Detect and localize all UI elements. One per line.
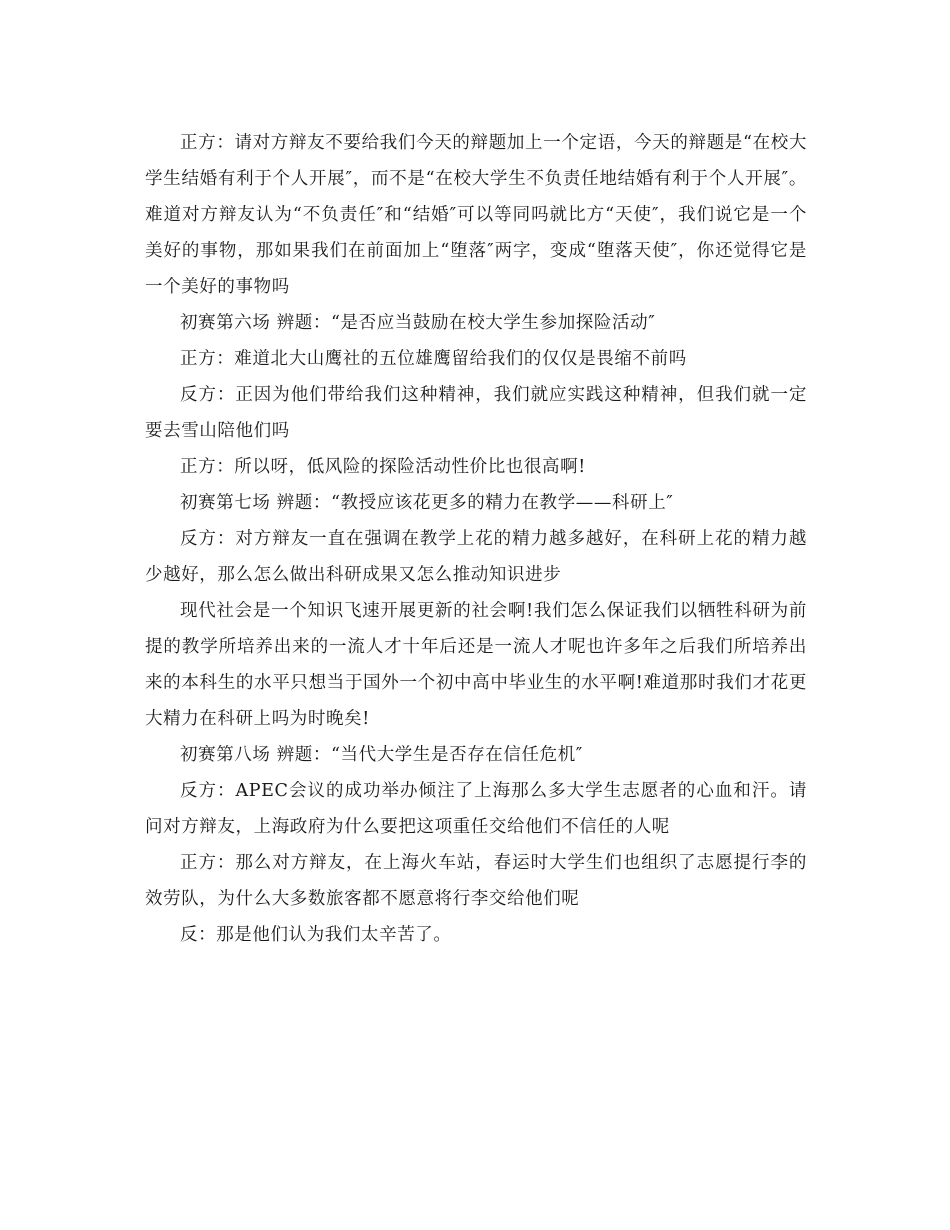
paragraph: 初赛第七场 辨题：“教授应该花更多的精力在教学——科研上″ <box>180 493 674 513</box>
paragraph: 正方：请对方辩友不要给我们今天的辩题加上一个定语，今天的辩题是“在校大学生结婚有利于个人开展″，而不是“在校大学生不负责任地结婚有利于个人开展″。难道对方辩友认为“不负责任″和“结婚″可以等同吗就比方“天使″，我们说它是一个美好的事物，那如果我们在前面加上“堕落″两字，变成“堕落天使″，你还觉得它是一个美好的事物吗 <box>145 133 807 297</box>
paragraph: 正方：所以呀，低风险的探险活动性价比也很高啊! <box>180 457 586 477</box>
paragraph: 初赛第六场 辨题：“是否应当鼓励在校大学生参加探险活动″ <box>180 313 656 333</box>
paragraph: 反：那是他们认为我们太辛苦了。 <box>180 925 452 945</box>
paragraph: 正方：那么对方辩友，在上海火车站，春运时大学生们也组织了志愿提行李的效劳队，为什么大多数旅客都不愿意将行李交给他们呢 <box>145 853 807 909</box>
paragraph: 初赛第八场 辨题：“当代大学生是否存在信任危机″ <box>180 745 583 765</box>
paragraph: 反方：APEC会议的成功举办倾注了上海那么多大学生志愿者的心血和汗。请问对方辩友，上海政府为什么要把这项重任交给他们不信任的人呢 <box>145 781 807 837</box>
paragraph: 反方：对方辩友一直在强调在教学上花的精力越多越好，在科研上花的精力越少越好，那么怎么做出科研成果又怎么推动知识进步 <box>145 529 807 585</box>
paragraph: 反方：正因为他们带给我们这种精神，我们就应实践这种精神，但我们就一定要去雪山陪他们吗 <box>145 385 807 441</box>
paragraph: 现代社会是一个知识飞速开展更新的社会啊!我们怎么保证我们以牺牲科研为前提的教学所培养出来的一流人才十年后还是一流人才呢也许多年之后我们所培养出来的本科生的水平只想当于国外一个初中高中毕业生的水平啊!难道那时我们才花更大精力在科研上吗为时晚矣! <box>145 601 807 729</box>
paragraph: 正方：难道北大山鹰社的五位雄鹰留给我们的仅仅是畏缩不前吗 <box>180 349 687 369</box>
document-page <box>145 125 807 953</box>
